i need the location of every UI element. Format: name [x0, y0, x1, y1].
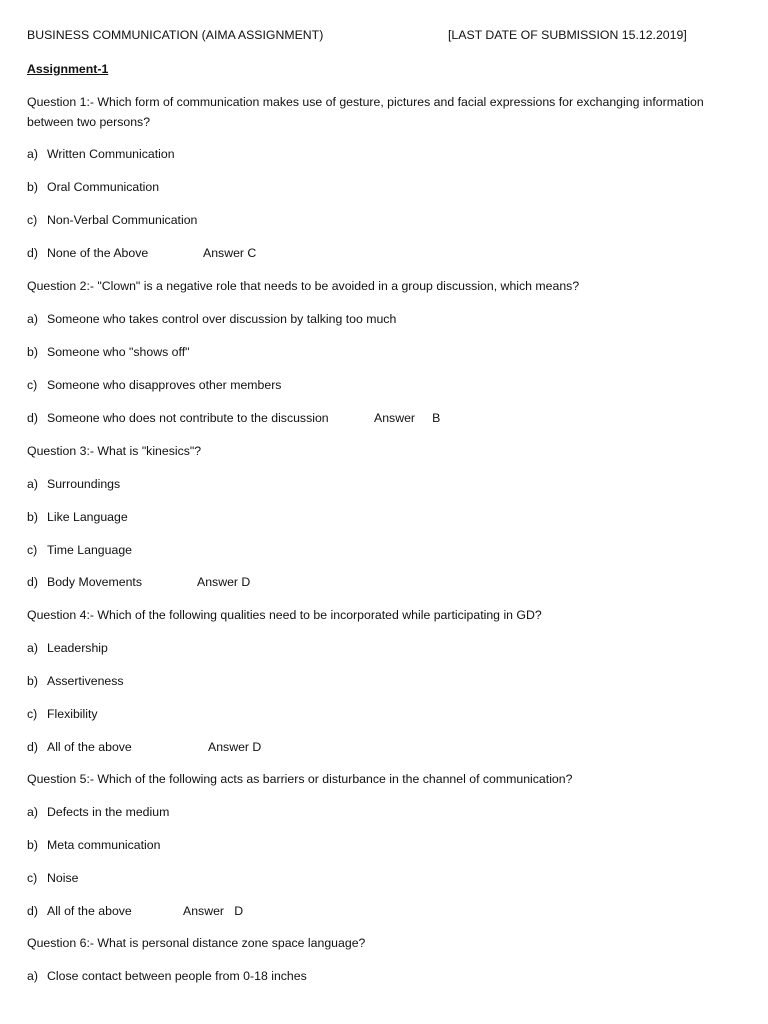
question-2-option-d: d) Someone who does not contribute to the discussion	[27, 411, 329, 425]
question-6-text: Question 6:- What is personal distance zone space language?	[27, 936, 366, 950]
question-5-text: Question 5:- Which of the following acts as barriers or disturbance in the channel of communication?	[27, 772, 573, 786]
question-4-option-c: c) Flexibility	[27, 707, 98, 721]
question-5-option-c: c) Noise	[27, 871, 79, 885]
question-3-text: Question 3:- What is "kinesics"?	[27, 444, 202, 458]
question-5-option-b: b) Meta communication	[27, 838, 161, 852]
question-1-option-b: b) Oral Communication	[27, 180, 160, 194]
question-2-option-b: b) Someone who "shows off"	[27, 345, 190, 359]
question-4-option-d: d) All of the above	[27, 740, 132, 754]
submission-deadline: [LAST DATE OF SUBMISSION 15.12.2019]	[448, 28, 687, 42]
question-2-option-a: a) Someone who takes control over discussion by talking too much	[27, 312, 397, 326]
question-2-text: Question 2:- "Clown" is a negative role that needs to be avoided in a group discussion, which means?	[27, 279, 580, 293]
question-3-option-a: a) Surroundings	[27, 477, 121, 491]
question-2-answer: Answer B	[374, 411, 441, 425]
question-5-option-d: d) All of the above	[27, 904, 132, 918]
question-4-answer: Answer D	[208, 740, 262, 754]
question-2-option-c: c) Someone who disapproves other members	[27, 378, 282, 392]
question-5-option-a: a) Defects in the medium	[27, 805, 170, 819]
question-1-option-d: d) None of the Above	[27, 246, 149, 260]
question-3-answer: Answer D	[197, 575, 251, 589]
question-1-option-c: c) Non-Verbal Communication	[27, 213, 198, 227]
question-1-option-a: a) Written Communication	[27, 147, 175, 161]
question-6-option-a: a) Close contact between people from 0-18 inches	[27, 969, 307, 983]
course-header: BUSINESS COMMUNICATION (AIMA ASSIGNMENT)	[27, 28, 324, 42]
question-3-option-d: d) Body Movements	[27, 575, 143, 589]
question-4-option-a: a) Leadership	[27, 641, 108, 655]
question-3-option-b: b) Like Language	[27, 510, 128, 524]
question-4-option-b: b) Assertiveness	[27, 674, 124, 688]
question-5-answer: Answer D	[183, 904, 244, 918]
question-4-text: Question 4:- Which of the following qualities need to be incorporated while participating in GD?	[27, 608, 542, 622]
question-1-text: Question 1:- Which form of communication makes use of gesture, pictures and facial expressions for exchanging information between two persons?	[27, 95, 704, 129]
assignment-title: Assignment-1	[27, 62, 109, 76]
question-1-answer: Answer C	[203, 246, 257, 260]
question-3-option-c: c) Time Language	[27, 543, 132, 557]
